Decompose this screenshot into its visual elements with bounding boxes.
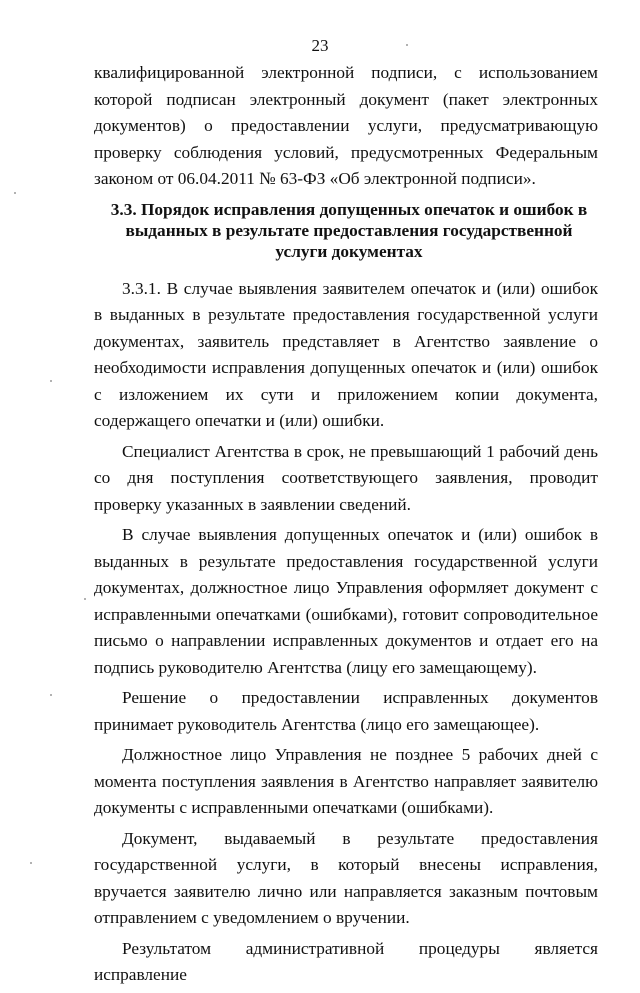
- paragraph-specialist-check: Специалист Агентства в срок, не превышающий 1 рабочий день со дня поступления соответствующего заявления, проводит проверку указанных в заявлении сведений.: [94, 441, 598, 514]
- scan-speck: [84, 598, 86, 600]
- paragraph-continuation: квалифицированной электронной подписи, с использованием которой подписан электронный документ (пакет электронных документов) о предоставлении услуги, предусматривающую проверку соблюдения условий, предусмотренных Федеральным законом от 06.04.2011 № 63-ФЗ «Об электронной подписи».: [94, 63, 598, 188]
- paragraph-document-delivery: Документ, выдаваемый в результате предоставления государственной услуги, в который внесены исправления, вручается заявителю лично или направляется заказным почтовым отправлением с уведомлением о вручении.: [94, 828, 598, 927]
- paragraph-errors-found: В случае выявления допущенных опечаток и (или) ошибок в выданных в результате предоставления государственной услуги документах, должностное лицо Управления оформляет документ с исправленными опечатками (ошибками), готовит сопроводительное письмо о направлении исправленных документов и отдает его на подпись руководителю Агентства (лицу его замещающему).: [94, 525, 598, 677]
- scan-speck: [30, 862, 32, 864]
- scan-speck: [14, 192, 16, 194]
- page-number: 23: [311, 36, 329, 55]
- document-body: [94, 60, 598, 993]
- paragraph-official-sends: Должностное лицо Управления не позднее 5 рабочих дней с момента поступления заявления в Агентство направляет заявителю документы с исправленными опечатками (ошибками).: [94, 745, 598, 817]
- scan-speck: [50, 694, 52, 696]
- paragraph-3-3-1: 3.3.1. В случае выявления заявителем опечаток и (или) ошибок в выданных в результате предоставления государственной услуги документах, заявитель представляет в Агентство заявление о необходимости исправления допущенных опечаток и (или) ошибок с изложением их сути и приложением копии документа, содержащего опечатки и (или) ошибки.: [94, 278, 598, 430]
- paragraph-result: Результатом административной процедуры является исправление: [94, 938, 598, 984]
- section-heading: 3.3. Порядок исправления допущенных опечаток и ошибок в выданных в результате предоставления государственной услуги документах: [110, 199, 588, 261]
- scan-speck: [406, 44, 408, 46]
- scan-speck: [50, 380, 52, 382]
- paragraph-decision: Решение о предоставлении исправленных документов принимает руководитель Агентства (лицо его замещающее).: [94, 688, 598, 734]
